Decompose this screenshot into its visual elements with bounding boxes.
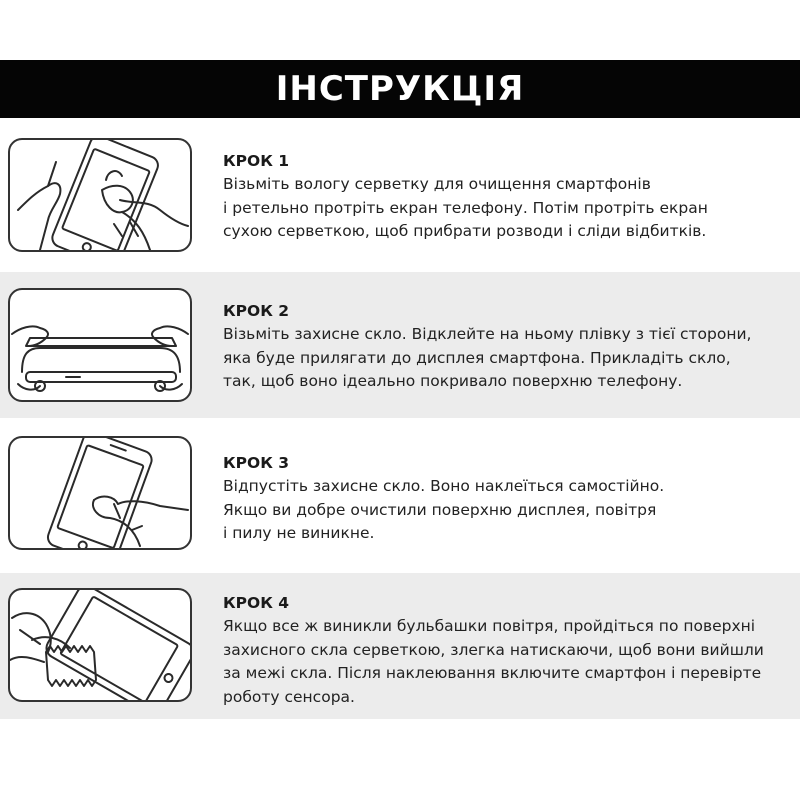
step-1-line-1: Візьміть вологу серветку для очищення смартфонів — [223, 175, 651, 193]
step-2 — [0, 280, 800, 410]
wipe-bubbles-cloth-icon — [10, 590, 190, 700]
step-4-title: КРОК 4 — [223, 594, 290, 612]
step-3-line-2: Якщо ви добре очистили поверхню дисплея, повітря — [223, 500, 657, 519]
step-1-line-3: сухою серветкою, щоб прибрати розводи і сліди відбитків. — [223, 222, 707, 240]
step-3-text — [223, 452, 793, 546]
step-4-line-2: захисного скла серветкою, злегка натискаючи, щоб вони вийшли — [223, 640, 764, 659]
step-2-text — [223, 300, 793, 394]
step-1-line-2: і ретельно протріть екран телефону. Потім протріть екран — [223, 198, 708, 217]
header-bar — [0, 60, 800, 118]
step-1-text — [223, 150, 793, 244]
step-4 — [0, 580, 800, 710]
step-3-line-3: і пилу не виникне. — [223, 524, 375, 542]
step-2-title: КРОК 2 — [223, 302, 290, 320]
step-4-line-4: роботу сенсора. — [223, 687, 355, 706]
step-3-illustration — [8, 436, 192, 550]
step-2-line-2: яка буде прилягати до дисплея смартфона. Прикладіть скло, — [223, 348, 731, 367]
step-1-title: КРОК 1 — [223, 152, 290, 170]
step-2-line-1: Візьміть захисне скло. Відклейте на ньому плівку з тієї сторони, — [223, 325, 752, 343]
wipe-screen-hand-icon — [10, 140, 190, 250]
step-2-line-3: так, щоб воно ідеально покривало поверхню телефону. — [223, 372, 683, 390]
apply-glass-hands-icon — [10, 290, 190, 400]
step-3-title: КРОК 3 — [223, 454, 290, 472]
step-2-illustration — [8, 288, 192, 402]
step-4-illustration — [8, 588, 192, 702]
step-1 — [0, 132, 800, 262]
press-glass-finger-icon — [10, 438, 190, 548]
step-3 — [0, 430, 800, 560]
step-1-illustration — [8, 138, 192, 252]
page-title: ІНСТРУКЦІЯ — [275, 69, 525, 109]
step-3-line-1: Відпустіть захисне скло. Воно наклеїться самостійно. — [223, 477, 665, 495]
step-4-line-3: за межі скла. Після наклеювання включите смартфон і перевірте — [223, 664, 762, 682]
step-4-text — [223, 592, 793, 709]
step-4-line-1: Якщо все ж виникли бульбашки повітря, пройдіться по поверхні — [223, 617, 756, 635]
